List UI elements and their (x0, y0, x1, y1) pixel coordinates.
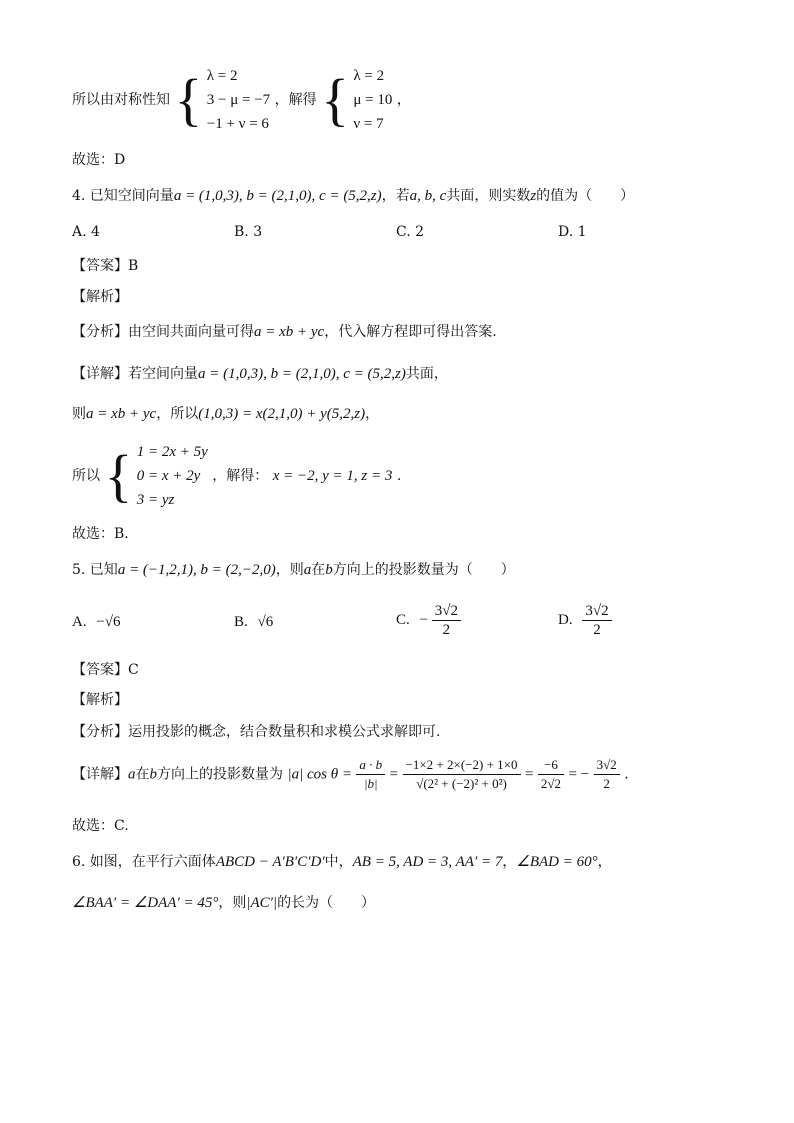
xiangjie-text: 方向上的投影数量为 (157, 766, 283, 783)
question-text: 中， (324, 854, 353, 870)
fenxi-text: 【分析】由空间共面向量可得 (72, 324, 254, 340)
left-brace-icon: { (321, 67, 349, 132)
option-value: −√6 (96, 614, 121, 630)
question-math: a = (1,0,3), b = (2,1,0), c = (5,2,z) (173, 188, 382, 204)
equals-sign: = (524, 766, 534, 783)
question-text: ，则 (275, 562, 304, 578)
fraction-denominator: 2 (603, 776, 610, 791)
equals-sign: = (389, 766, 399, 783)
question-text: ， (597, 854, 612, 870)
question-math: |AC′| (246, 895, 278, 911)
then-math: a = xb + yc (86, 406, 157, 422)
question-math: a (303, 562, 312, 578)
question-text: 方向上的投影数量为（ ） (332, 562, 515, 578)
option-fraction (582, 602, 611, 639)
q5-xiangjie (72, 756, 629, 793)
then-text: 则 (72, 406, 86, 422)
formula-fraction (594, 756, 620, 793)
fraction-denominator: 2√2 (540, 776, 562, 791)
fraction-numerator: −6 (538, 756, 564, 775)
question-text: 5. 已知 (72, 562, 118, 578)
xiangjie-math: b (149, 766, 157, 783)
equation-row: λ = 2 (353, 68, 385, 84)
formula-fraction (403, 756, 521, 793)
q5-option-d[interactable] (558, 602, 612, 639)
q3-mid: ，解得 (274, 92, 317, 108)
q4-option-b[interactable]: B. 3 (234, 224, 263, 240)
q3-answer: 故选：D (72, 152, 126, 168)
option-value: √6 (257, 614, 274, 630)
question-math: ∠BAD = 60° (516, 854, 598, 870)
equation-row: λ = 2 (206, 68, 238, 84)
equals-minus-sign: = − (568, 766, 590, 783)
q4-fenxi (72, 322, 497, 342)
q5-fenxi: 【分析】运用投影的概念，结合数量积和求模公式求解即可. (72, 724, 441, 740)
question-math: a, b, c (409, 188, 447, 204)
q4-option-c[interactable]: C. 2 (396, 224, 425, 240)
q4-then (72, 404, 379, 424)
fenxi-math: a = xb + yc (254, 324, 325, 340)
q4-system (137, 440, 208, 512)
question-math: z (530, 188, 537, 204)
xiangjie-text: 共面， (405, 366, 448, 382)
equation-row: 1 = 2x + 5y (136, 444, 208, 460)
q6-line-1 (72, 852, 612, 872)
equation-row: −1 + ν = 6 (206, 116, 269, 132)
question-math: AB = 5, AD = 3, AA′ = 7 (352, 854, 503, 870)
q4-xiangjie (72, 364, 448, 384)
fraction-numerator: −1×2 + 2×(−2) + 1×0 (403, 756, 521, 775)
q4-question (72, 186, 634, 206)
question-text: 6. 如图，在平行六面体 (72, 854, 216, 870)
question-math: b (325, 562, 333, 578)
equation-row: 3 − μ = −7 (206, 92, 271, 108)
fenxi-text: ，代入解方程即可得出答案. (324, 324, 497, 340)
q5-analysis-tag: 【解析】 (72, 692, 128, 708)
q3-intro: 所以由对称性知 (72, 92, 170, 108)
xiangjie-math: a = (1,0,3), b = (2,1,0), c = (5,2,z) (198, 366, 406, 382)
formula-fraction (538, 756, 564, 793)
q5-answer-tag: 【答案】C (72, 662, 139, 678)
q5-option-c[interactable] (396, 602, 461, 639)
q5-question (72, 560, 515, 580)
fraction-numerator: 3√2 (432, 602, 461, 621)
question-text: ，则 (218, 895, 247, 911)
formula-fraction (356, 756, 385, 793)
solve-text: . (396, 468, 402, 484)
xiangjie-text: 【详解】若空间向量 (72, 366, 198, 382)
q3-system-2 (353, 64, 392, 136)
equation-row: 0 = x + 2y (136, 468, 201, 484)
question-math: ABCD − A′B′C′D′ (215, 854, 325, 870)
q4-option-a[interactable]: A. 4 (72, 224, 100, 240)
q4-option-d[interactable]: D. 1 (558, 224, 587, 240)
solve-text: ，解得： (212, 468, 269, 484)
fraction-numerator: a · b (356, 756, 385, 775)
solve-math: x = −2, y = 1, z = 3 (272, 468, 393, 484)
option-label: D. (558, 612, 573, 628)
q5-choose: 故选：C. (72, 818, 129, 834)
q4-answer-tag: 【答案】B (72, 258, 139, 274)
question-math: a = (−1,2,1), b = (2,−2,0) (117, 562, 276, 578)
q3-tail: ， (396, 92, 411, 108)
question-text: 在 (311, 562, 326, 578)
q5-option-a[interactable] (72, 614, 121, 631)
question-text: ， (502, 854, 517, 870)
fraction-denominator: |b| (363, 776, 378, 791)
q3-system-line (72, 64, 411, 136)
then-math: (1,0,3) = x(2,1,0) + y(5,2,z) (198, 406, 366, 422)
then-text: ， (365, 406, 380, 422)
question-text: ，若 (381, 188, 410, 204)
option-label: B. (234, 614, 248, 630)
fraction-numerator: 3√2 (582, 602, 611, 621)
fraction-denominator: √(2² + (−2)² + 0²) (416, 776, 507, 791)
equation-row: μ = 10 (353, 92, 393, 108)
q4-system-line (72, 440, 401, 512)
q6-line-2 (72, 893, 375, 913)
option-label: A. (72, 614, 87, 630)
period: . (624, 766, 629, 783)
question-text: 共面，则实数 (446, 188, 531, 204)
option-sign: − (419, 612, 428, 628)
equation-row: ν = 7 (353, 116, 384, 132)
fraction-numerator: 3√2 (594, 756, 620, 775)
xiangjie-text: 【详解】 (72, 766, 128, 783)
q5-option-b[interactable] (234, 614, 273, 631)
system-intro: 所以 (72, 468, 100, 484)
question-math: ∠BAA′ = ∠DAA′ = 45° (72, 895, 219, 911)
left-brace-icon: { (104, 443, 133, 508)
left-brace-icon: { (174, 67, 203, 132)
option-label: C. (396, 612, 410, 628)
question-text: 的长为（ ） (277, 895, 376, 911)
question-text: 4. 已知空间向量 (72, 188, 174, 204)
q4-analysis-tag: 【解析】 (72, 289, 128, 305)
q4-choose: 故选：B. (72, 526, 129, 542)
q3-system-1 (207, 64, 270, 136)
xiangjie-math: a (128, 766, 136, 783)
xiangjie-text: 在 (135, 766, 150, 783)
question-text: 的值为（ ） (536, 188, 635, 204)
formula-lhs: |a| cos θ = (287, 766, 352, 783)
then-text: ，所以 (156, 406, 199, 422)
fraction-denominator: 2 (442, 622, 451, 638)
option-fraction (432, 602, 461, 639)
fraction-denominator: 2 (593, 622, 601, 638)
equation-row: 3 = yz (136, 492, 175, 508)
